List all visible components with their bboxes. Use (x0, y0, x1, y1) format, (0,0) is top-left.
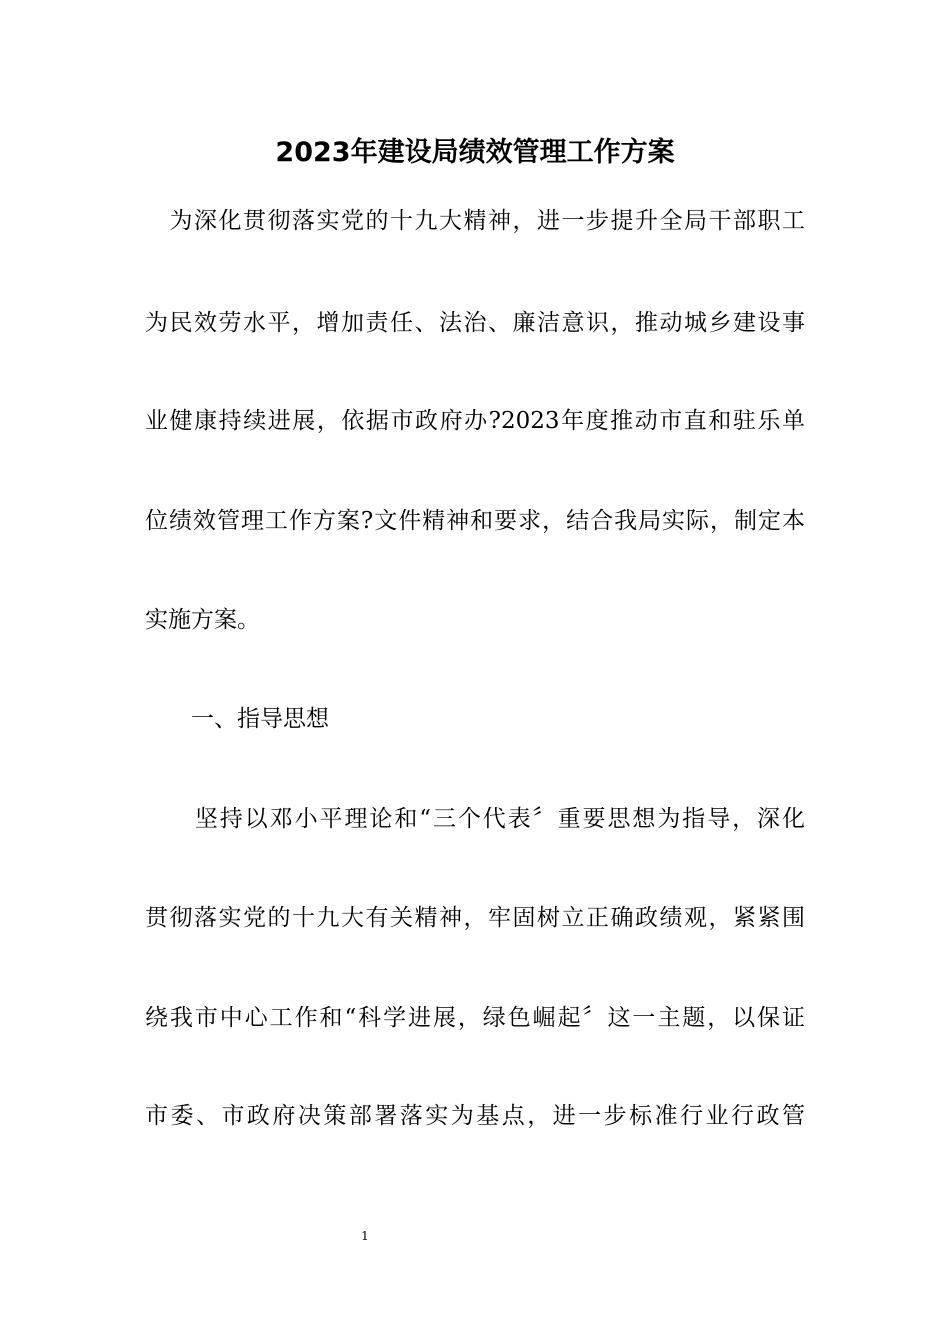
body-line-1: 为深化贯彻落实党的十九大精神，进一步提升全局干部职工 (145, 208, 805, 234)
section-heading-guiding-ideology: 一、指导思想 (145, 706, 329, 732)
body-line-9: 市委、市政府决策部署落实为基点，进一步标准行业行政管 (145, 1103, 805, 1129)
page-number: 1 (361, 1229, 369, 1243)
body-line-6: 坚持以邓小平理论和“三个代表〞重要思想为指导，深化 (145, 806, 805, 832)
body-line-8: 绕我市中心工作和“科学进展，绿色崛起〞这一主题，以保证 (145, 1005, 805, 1031)
body-line-2: 为民效劳水平，增加责任、法治、廉洁意识，推动城乡建设事 (145, 310, 805, 336)
body-line-7: 贯彻落实党的十九大有关精神，牢固树立正确政绩观，紧紧围 (145, 905, 805, 931)
body-line-5: 实施方案。 (145, 607, 260, 633)
body-line-3: 业健康持续进展，依据市政府办?2023年度推动市直和驻乐单 (145, 408, 805, 434)
document-title: 2023年建设局绩效管理工作方案 (275, 137, 675, 168)
body-line-4: 位绩效管理工作方案?文件精神和要求，结合我局实际，制定本 (145, 508, 805, 534)
